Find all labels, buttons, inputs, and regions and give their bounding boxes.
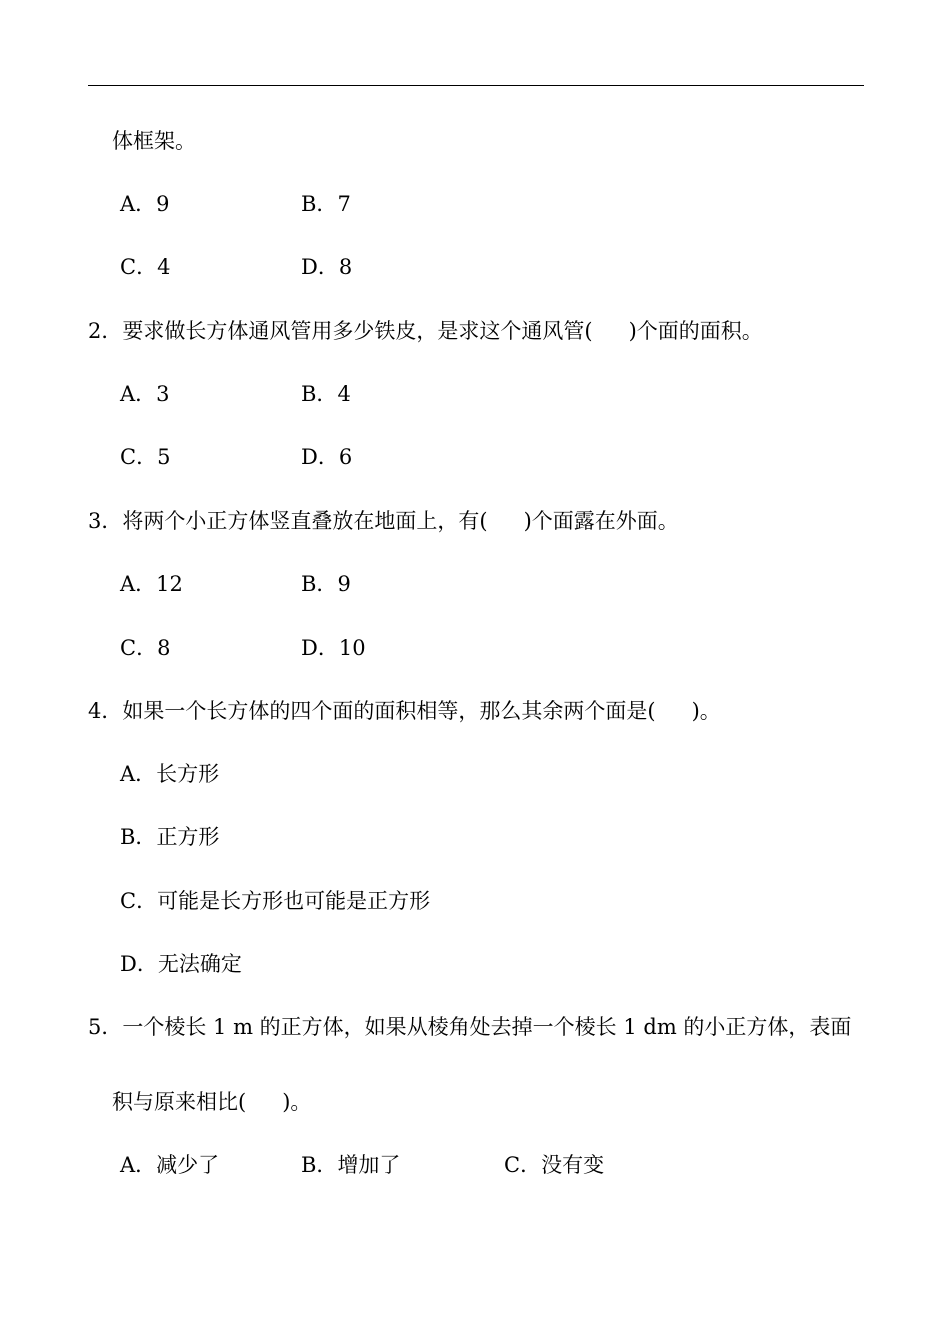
q1-option-b[interactable]: B．7 <box>301 192 351 216</box>
q2-option-d[interactable]: D．6 <box>301 445 353 469</box>
q4-option-c[interactable]: C．可能是长方形也可能是正方形 <box>120 889 431 913</box>
q4-stem: 4．如果一个长方体的四个面的面积相等，那么其余两个面是( )。 <box>88 699 721 723</box>
header-rule <box>88 85 864 86</box>
q2-option-b[interactable]: B．4 <box>301 382 351 406</box>
q2-option-c[interactable]: C．5 <box>120 445 171 469</box>
q5-option-b[interactable]: B．增加了 <box>301 1153 401 1177</box>
q5-stem-line1: 5．一个棱长 1 m 的正方体，如果从棱角处去掉一个棱长 1 dm 的小正方体，表面 <box>88 1015 852 1039</box>
q4-option-b[interactable]: B．正方形 <box>120 825 220 849</box>
q4-option-a[interactable]: A．长方形 <box>120 762 220 786</box>
q2-option-a[interactable]: A．3 <box>120 382 170 406</box>
q2-stem: 2．要求做长方体通风管用多少铁皮，是求这个通风管( )个面的面积。 <box>88 319 763 343</box>
q3-stem: 3．将两个小正方体竖直叠放在地面上，有( )个面露在外面。 <box>88 509 679 533</box>
q4-option-d[interactable]: D．无法确定 <box>120 952 242 976</box>
q5-stem-line2: 积与原来相比( )。 <box>112 1090 312 1114</box>
q3-option-b[interactable]: B．9 <box>301 572 351 596</box>
q5-option-c[interactable]: C．没有变 <box>504 1153 605 1177</box>
q3-option-a[interactable]: A．12 <box>120 572 183 596</box>
q1-option-a[interactable]: A．9 <box>120 192 170 216</box>
q5-option-a[interactable]: A．减少了 <box>120 1153 220 1177</box>
q1-continuation: 体框架。 <box>112 129 196 153</box>
q3-option-c[interactable]: C．8 <box>120 636 171 660</box>
q3-option-d[interactable]: D．10 <box>301 636 366 660</box>
q1-option-c[interactable]: C．4 <box>120 255 171 279</box>
q1-option-d[interactable]: D．8 <box>301 255 353 279</box>
